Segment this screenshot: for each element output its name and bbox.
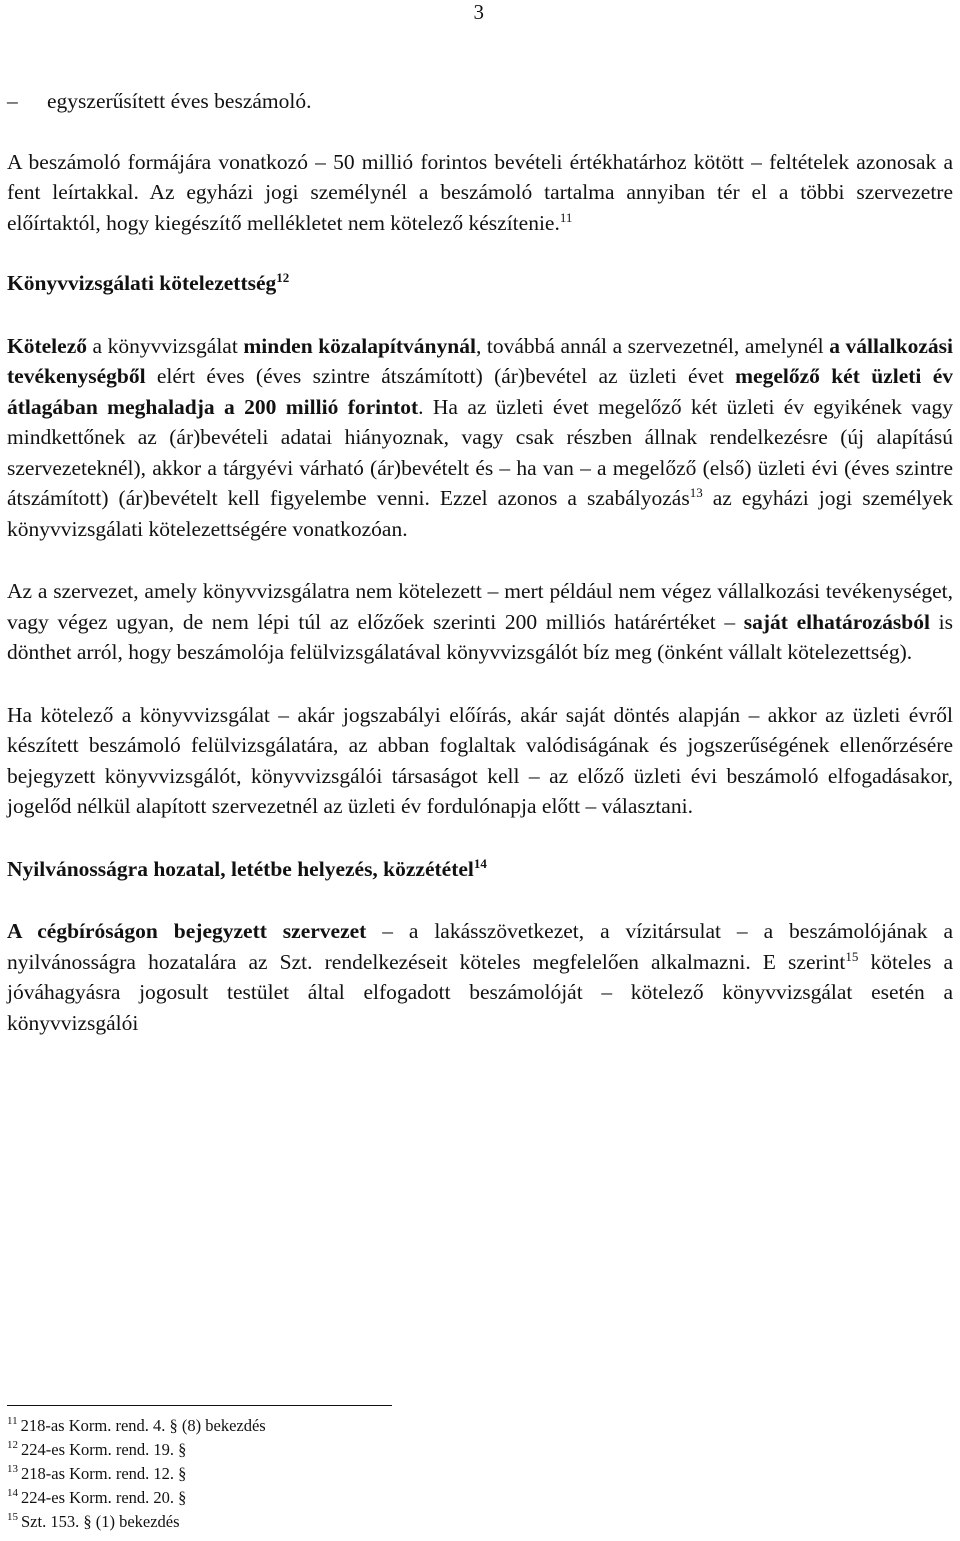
paragraph-text: elért éves (éves szintre átszámított) (ár)bevétel az üzleti évet — [145, 364, 736, 388]
paragraph-text: köteles a jóváhagyásra jogosult testület által elfogadott beszámolóját – kötelező könyvvizsgálat esetén a könyvvizsgálói — [7, 949, 953, 1035]
bold-text: minden közalapítványnál — [243, 333, 476, 358]
bold-text: Kötelező — [7, 333, 87, 358]
footnote-number: 15 — [7, 1511, 18, 1523]
paragraph-audit-obligation — [7, 331, 953, 545]
footnote-number: 11 — [7, 1415, 18, 1427]
paragraph-text: A beszámoló formájára vonatkozó – 50 millió forintos bevételi értékhatárhoz kötött – feltételek azonosak a fent leírtakkal. Az egyházi jogi személynél a beszámoló tartalma annyiban tér el a többi szervezetre előírtaktól, hogy kiegészítő mellékletet nem kötelező készítenie. — [7, 149, 953, 235]
footnote-text: 218-as Korm. rend. 12. § — [21, 1464, 187, 1483]
paragraph-report-form — [7, 147, 953, 239]
paragraph-text: Ha kötelező a könyvvizsgálat – akár jogszabályi előírás, akár saját döntés alapján – akkor az üzleti évről készített beszámoló felülvizsgálatára, az abban foglaltak valódiságának és jogszerűségének ellenőrzésére bejegyzett könyvvizsgálót, könyvvizsgálói társaságot kell – az előző üzleti évi beszámoló elfogadásakor, jogelőd nélkül alapított szervezetnél az üzleti év fordulónapja előtt – választani. — [7, 702, 953, 818]
paragraph-text: is dönthet arról, hogy beszámolója felülvizsgálatával könyvvizsgálót bíz meg (önként vállalt kötelezettség). — [7, 609, 953, 664]
dash-bullet-icon: – — [7, 89, 18, 113]
bold-text: saját elhatározásból — [743, 609, 930, 634]
paragraph-text: , továbbá annál a szervezetnél, amelynél — [475, 333, 830, 358]
footnote-ref-13: 13 — [689, 485, 703, 500]
footnote-ref-15: 15 — [845, 948, 859, 964]
bold-text: megelőző két üzleti év átlagában meghaladja a 200 millió forintot — [7, 364, 953, 419]
footnote-15 — [7, 1510, 607, 1534]
bold-text: a vállalkozási tevékenységből — [7, 333, 953, 388]
footnote-13 — [7, 1462, 607, 1486]
footnote-text: 224-es Korm. rend. 19. § — [21, 1440, 187, 1459]
section-heading-audit — [7, 268, 953, 299]
footnote-ref-11: 11 — [559, 209, 573, 225]
paragraph-voluntary-audit — [7, 576, 953, 668]
section-heading-publication — [7, 854, 953, 885]
footnote-12 — [7, 1438, 607, 1462]
footnote-text: 218-as Korm. rend. 4. § (8) bekezdés — [20, 1416, 266, 1435]
document-body — [7, 86, 953, 1038]
bullet-item — [7, 86, 953, 117]
paragraph-registered-organization — [7, 916, 953, 1038]
footnote-ref-14: 14 — [473, 855, 487, 871]
paragraph-text: Az a szervezet, amely könyvvizsgálatra nem kötelezett – mert például nem végez vállalkozási tevékenységet, vagy végez ugyan, de nem lépi túl az előzőek szerinti 200 milliós határértéket – — [7, 579, 953, 634]
footnote-text: 224-es Korm. rend. 20. § — [21, 1488, 187, 1507]
footnote-divider — [7, 1405, 392, 1406]
footnote-ref-12: 12 — [276, 270, 290, 285]
paragraph-text: – a lakásszövetkezet, a vízitársulat – a beszámolójának a nyilvánosságra hozatalára az Szt. rendelkezéseit köteles megfelelően alkalmazni. E szerint — [7, 919, 953, 974]
footnote-text: Szt. 153. § (1) bekezdés — [21, 1512, 180, 1531]
footnotes — [7, 1405, 607, 1534]
bold-text: A cégbíróságon bejegyzett szervezet — [7, 919, 367, 943]
page-number: 3 — [473, 0, 484, 24]
paragraph-text: a könyvvizsgálat — [87, 333, 244, 358]
paragraph-auditor-selection — [7, 700, 953, 822]
footnote-11 — [7, 1414, 607, 1438]
footnote-number: 13 — [7, 1463, 18, 1475]
paragraph-text: az egyházi jogi személyek könyvvizsgálati kötelezettségére vonatkozóan. — [7, 486, 953, 541]
footnote-number: 12 — [7, 1439, 18, 1451]
heading-text: Nyilvánosságra hozatal, letétbe helyezés, közzététel — [7, 856, 474, 881]
heading-text: Könyvvizsgálati kötelezettség — [7, 271, 277, 295]
footnote-number: 14 — [7, 1487, 18, 1499]
bullet-text: egyszerűsített éves beszámoló. — [47, 89, 312, 113]
paragraph-text: . Ha az üzleti évet megelőző két üzleti év egyikének vagy mindkettőnek az (ár)bevételi adatai hiányoznak, vagy csak részben állnak rendelkezésre (új alapítású szervezeteknél), akkor a tárgyévi várható (ár)bevételt és – ha van – a megelőző (első) üzleti évi (éves szintre átszámított) (ár)bevételt kell figyelembe venni. Ezzel azonos a szabályozás — [7, 394, 953, 510]
footnote-14 — [7, 1486, 607, 1510]
